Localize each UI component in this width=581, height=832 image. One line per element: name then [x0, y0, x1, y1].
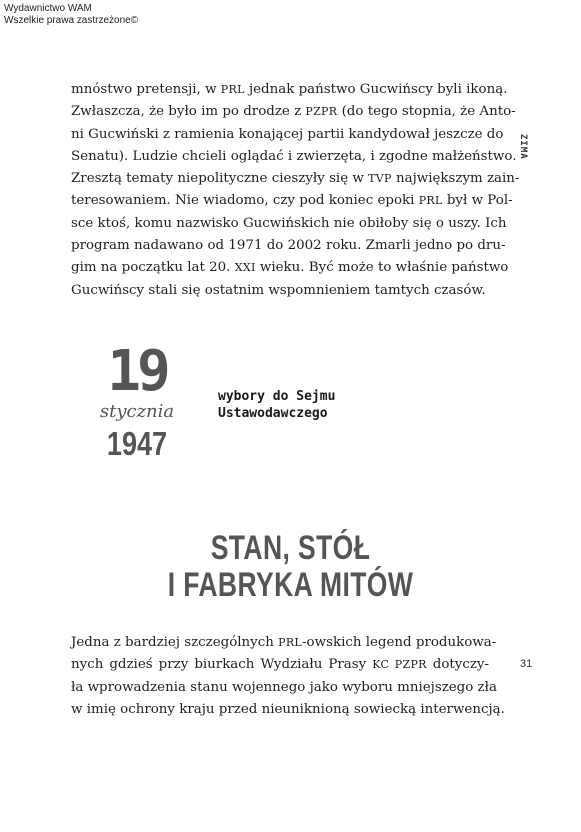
text-line: Zwłaszcza, że było im po drodze z PZPR (do tego stopnia, że Anto-	[71, 104, 516, 120]
copyright-notice: Wszelkie prawa zastrzeżone©	[4, 15, 139, 26]
text-line: sce ktoś, komu nazwisko Gucwińskich nie obiłoby się o uszy. Ich	[71, 215, 507, 231]
text-line: Gucwińscy stali się ostatnim wspomnieniem tamtych czasów.	[71, 282, 486, 298]
paragraph-1	[71, 79, 520, 302]
chapter-heading-line-1	[0, 530, 581, 566]
text-line: teresowaniem. Nie wiadomo, czy pod koniec epoki PRL był w Pol-	[71, 193, 513, 209]
page-number: 31	[520, 658, 533, 670]
publisher-notice	[4, 3, 138, 27]
text-line: nych gdzieś przy biurkach Wydziału Prasy KC PZPR dotyczy-	[71, 657, 490, 673]
paragraph-2	[71, 632, 505, 721]
date-day: 19	[107, 339, 167, 404]
acronym: PRL	[418, 194, 443, 208]
text-line: Zresztą tematy niepolityczne cieszyły się w TVP największym zain-	[71, 171, 520, 187]
text-line: w imię ochrony kraju przed nieuniknioną sowiecką interwencją.	[71, 701, 505, 717]
date-month: stycznia	[99, 401, 175, 422]
chapter-heading-line-2	[0, 567, 581, 603]
publisher-name: Wydawnictwo WAM	[4, 3, 92, 14]
date-year: 1947	[106, 425, 168, 462]
heading-text-1: STAN, STÓŁ	[210, 529, 371, 567]
text-line: gim na początku lat 20. XXI wieku. Być może to właśnie państwo	[71, 260, 509, 276]
acronym: PRL	[220, 83, 245, 96]
acronym: XXI	[234, 261, 256, 275]
heading-text-2: I FABRYKA MITÓW	[167, 566, 414, 604]
acronym: PRL	[278, 636, 303, 649]
text-line: ła wprowadzenia stanu wojennego jako wyboru mniejszego zła	[71, 679, 497, 695]
acronym: KC PZPR	[372, 658, 427, 672]
event-description	[218, 388, 335, 422]
acronym: PZPR	[305, 105, 338, 119]
text-line: program nadawano od 1971 do 2002 roku. Zmarli jedno po dru-	[71, 238, 506, 254]
section-label: ZIMA	[518, 134, 528, 160]
text-line: mnóstwo pretensji, w PRL jednak państwo Gucwińscy byli ikoną.	[71, 82, 508, 97]
event-line-1: wybory do Sejmu	[218, 389, 336, 404]
acronym: TVP	[368, 172, 392, 186]
text-line: Senatu). Ludzie chcieli oglądać i zwierzęta, i zgodne małżeństwo.	[71, 148, 517, 164]
text-line: ni Gucwiński z ramienia konającej partii kandydował jeszcze do	[71, 126, 504, 142]
text-line: Jedna z bardziej szczególnych PRL-owskich legend produkowa-	[71, 635, 497, 650]
event-line-2: Ustawodawczego	[218, 406, 328, 421]
